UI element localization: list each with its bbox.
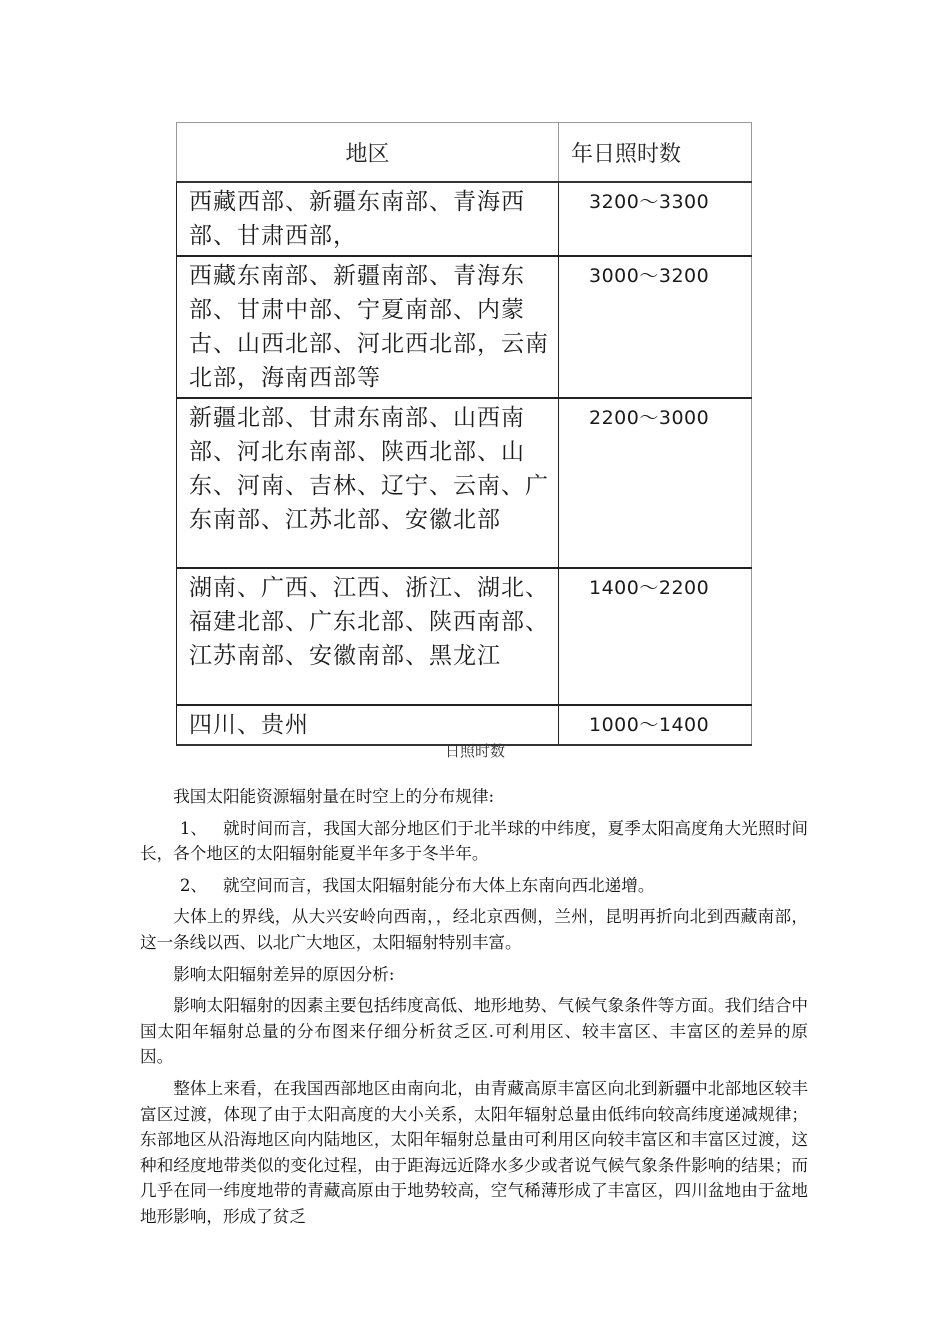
table-row bbox=[177, 398, 752, 568]
list-text: 就时间而言，我国大部分地区们于北半球的中纬度，夏季太阳高度角大光照时间长，各个地区的太阳辐射能夏半年多于冬半年。 bbox=[140, 818, 808, 864]
region-cell: 西藏东南部、新疆南部、青海东部、甘肃中部、宁夏南部、内蒙古、山西北部、河北西北部，云南北部，海南西部等 bbox=[177, 256, 559, 398]
sunshine-table-container bbox=[176, 122, 751, 746]
paragraph-factors: 影响太阳辐射的因素主要包括纬度高低、地形地势、气候气象条件等方面。我们结合中国太阳年辐射总量的分布图来仔细分析贫乏区.可利用区、较丰富区、丰富区的差异的原因。 bbox=[140, 996, 808, 1067]
paragraph-cause-heading: 影响太阳辐射差异的原因分析: bbox=[173, 964, 395, 984]
list-number: 2、 bbox=[179, 875, 207, 895]
list-item-space bbox=[140, 873, 808, 899]
body-text bbox=[140, 784, 808, 1236]
list-item-time bbox=[140, 816, 808, 867]
table-row bbox=[177, 568, 752, 705]
hours-cell: 1000～1400 bbox=[559, 705, 752, 745]
list-number: 1、 bbox=[179, 818, 207, 838]
hours-cell: 3200～3300 bbox=[559, 182, 752, 256]
region-cell: 新疆北部、甘肃东南部、山西南部、河北东南部、陕西北部、山东、河南、吉林、辽宁、云南、广东南部、江苏北部、安徽北部 bbox=[177, 398, 559, 568]
paragraph-distribution-intro: 我国太阳能资源辐射量在时空上的分布规律: bbox=[173, 787, 495, 806]
hours-cell: 3000～3200 bbox=[559, 256, 752, 398]
sunshine-hours-table bbox=[176, 122, 752, 746]
table-header-row bbox=[177, 123, 752, 183]
list-text: 就空间而言，我国太阳辐射能分布大体上东南向西北递增。 bbox=[222, 875, 655, 895]
header-hours: 年日照时数 bbox=[559, 123, 752, 183]
paragraph-overall-analysis: 整体上来看，在我国西部地区由南向北，由青藏高原丰富区向北到新疆中北部地区较丰富区过渡，体现了由于太阳高度的大小关系，太阳年辐射总量由低纬向较高纬度递减规律；东部地区从沿海地区向内陆地区，太阳年辐射总量由可利用区向较丰富区和丰富区过渡，这种和经度地带类似的变化过程，由于距海远近降水多少或者说气候气象条件影响的结果；而几乎在同一纬度地带的青藏高原由于地势较高，空气稀薄形成了丰富区，四川盆地由于盆地地形影响，形成了贫乏 bbox=[140, 1078, 808, 1226]
paragraph-boundary: 大体上的界线，从大兴安岭向西南，，经北京西侧，兰州，昆明再折向北到西藏南部，这一条线以西、以北广大地区，太阳辐射特别丰富。 bbox=[140, 907, 808, 952]
table-row bbox=[177, 182, 752, 256]
table-row bbox=[177, 256, 752, 398]
table-row bbox=[177, 705, 752, 745]
hours-cell: 1400～2200 bbox=[559, 568, 752, 705]
header-region: 地区 bbox=[177, 123, 559, 183]
region-cell: 湖南、广西、江西、浙江、湖北、福建北部、广东北部、陕西南部、江苏南部、安徽南部、黑龙江 bbox=[177, 568, 559, 705]
hours-cell: 2200～3000 bbox=[559, 398, 752, 568]
region-cell: 西藏西部、新疆东南部、青海西部、甘肃西部， bbox=[177, 182, 559, 256]
region-cell: 四川、贵州 bbox=[177, 705, 559, 745]
table-caption: 日照时数 bbox=[444, 742, 505, 760]
